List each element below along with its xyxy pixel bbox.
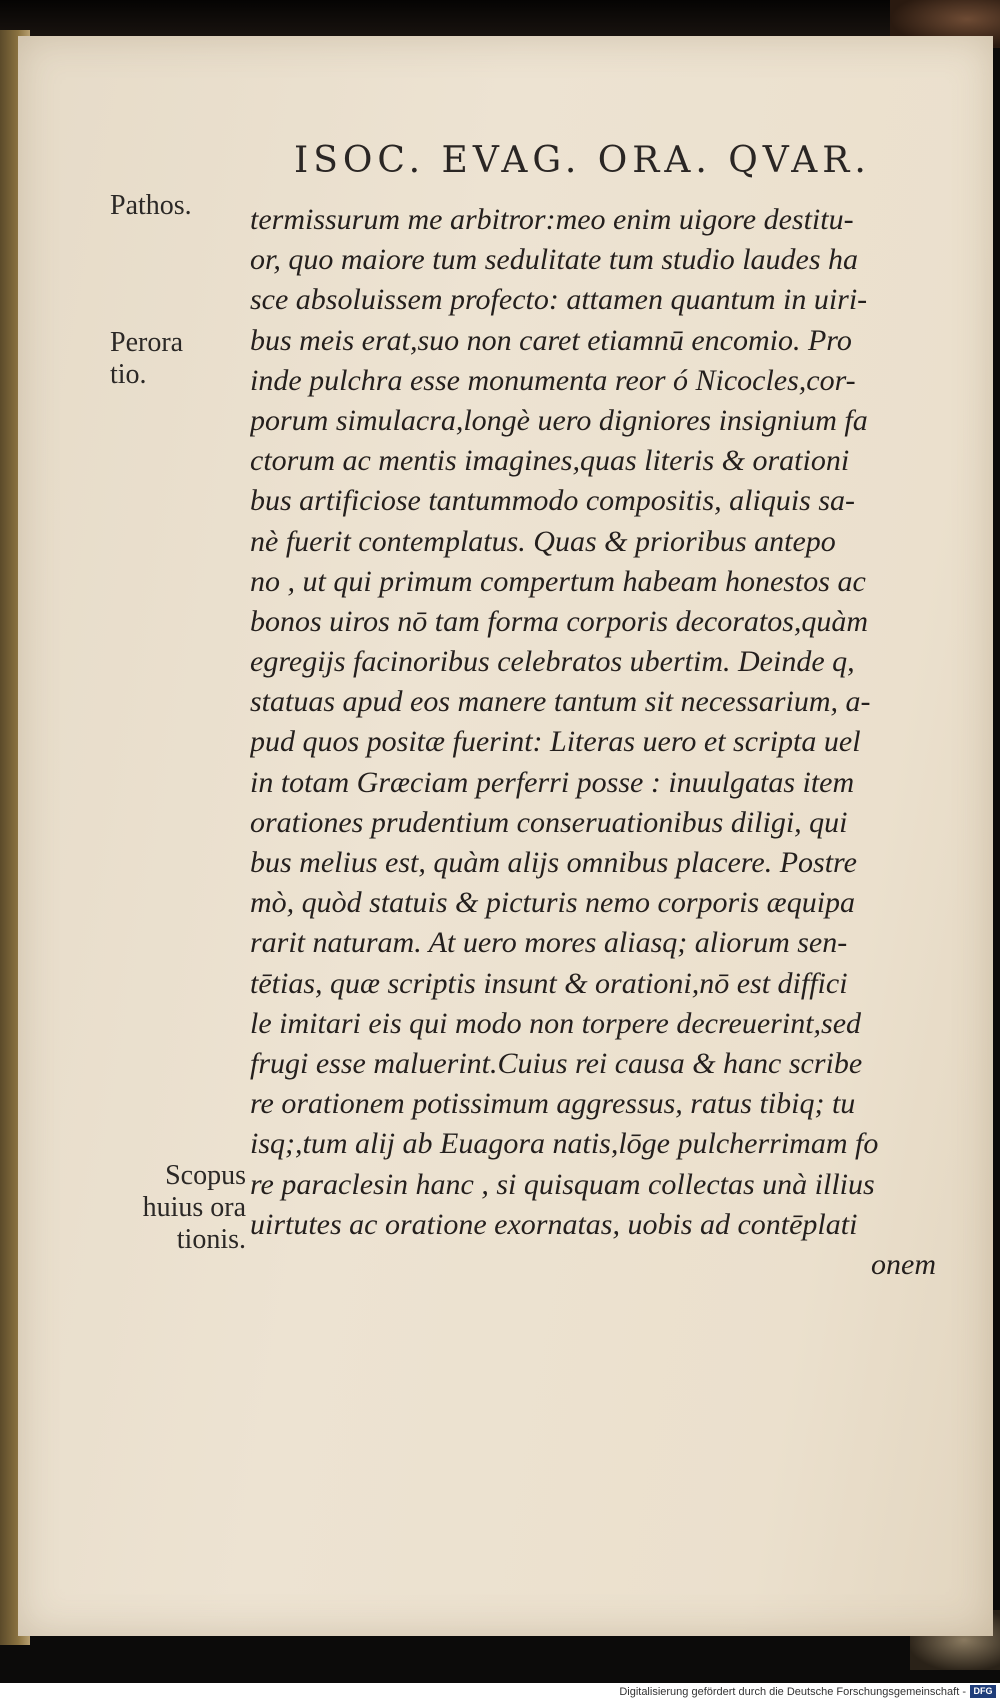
text-line: porum simulacra,longè uero digniores insignium fa [250, 403, 868, 437]
text-line: tētias, quæ scriptis insunt & orationi,nō est diffici [250, 966, 848, 1000]
margin-note-line: Scopus [165, 1160, 246, 1191]
margin-note-line: huius ora [142, 1192, 246, 1223]
text-line: statuas apud eos manere tantum sit necessarium, a- [250, 685, 871, 719]
text-line: rarit naturam. At uero mores aliasq; aliorum sen- [250, 926, 848, 960]
text-line: bus artificiose tantummodo compositis, aliquis sa- [250, 484, 856, 518]
text-line: isq;,tum alij ab Euagora natis,lōge pulcherrimam fo [250, 1127, 879, 1161]
text-line: no , ut qui primum compertum habeam honestos ac [250, 564, 866, 598]
scan-top-shadow [0, 0, 1000, 40]
text-line: bus meis erat,suo non caret etiamnū encomio. Pro [250, 323, 852, 357]
text-line: inde pulchra esse monumenta reor ó Nicocles,cor- [250, 363, 856, 397]
text-line: orationes prudentium conseruationibus diligi, qui [250, 805, 848, 839]
body-text [250, 200, 940, 1285]
text-line: egregijs facinoribus celebratos ubertim. Deinde q, [250, 645, 855, 679]
text-line: nè fuerit contemplatus. Quas & prioribus antepo [250, 524, 836, 558]
margin-note-line: tio. [110, 359, 147, 390]
margin-note-pathos [110, 190, 192, 222]
text-line: frugi esse maluerint.Cuius rei causa & hanc scribe [250, 1046, 863, 1080]
dfg-logo-icon: DFG [970, 1685, 996, 1698]
text-line: bonos uiros nō tam forma corporis decoratos,quàm [250, 604, 869, 638]
text-line: in totam Græciam perferri posse : inuulgatas item [250, 765, 855, 799]
margin-note-line: Perora [110, 327, 184, 358]
catchword: onem [871, 1247, 936, 1281]
text-line: re paraclesin hanc , si quisquam collectas unà illius [250, 1167, 875, 1201]
footer-credit: Digitalisierung gefördert durch die Deutsche Forschungsgemeinschaft - [619, 1686, 966, 1698]
text-line: termissurum me arbitror:meo enim uigore destitu- [250, 203, 854, 236]
margin-note-line: Pathos. [110, 190, 192, 221]
text-line: mò, quòd statuis & picturis nemo corporis æquipa [250, 886, 856, 920]
margin-note-scopus [106, 1160, 246, 1256]
text-line: sce absoluissem profecto: attamen quantum in uiri- [250, 283, 868, 317]
margin-note-line: tionis. [176, 1224, 246, 1255]
text-line: le imitari eis qui modo non torpere decreuerint,sed [250, 1006, 862, 1040]
text-line: re orationem potissimum aggressus, ratus tibiq; tu [250, 1087, 856, 1121]
text-line: ctorum ac mentis imagines,quas literis & orationi [250, 444, 850, 478]
text-line: bus melius est, quàm alijs omnibus placere. Postre [250, 846, 857, 879]
running-head: ISOC. EVAG. ORA. QVAR. [294, 140, 871, 181]
text-line: pud quos positæ fuerint: Literas uero et scripta uel [250, 725, 861, 759]
text-line: or, quo maiore tum sedulitate tum studio laudes ha [250, 243, 859, 277]
margin-note-peroratio [110, 327, 183, 391]
text-line: uirtutes ac oratione exornatas, uobis ad contēplati [250, 1207, 858, 1241]
